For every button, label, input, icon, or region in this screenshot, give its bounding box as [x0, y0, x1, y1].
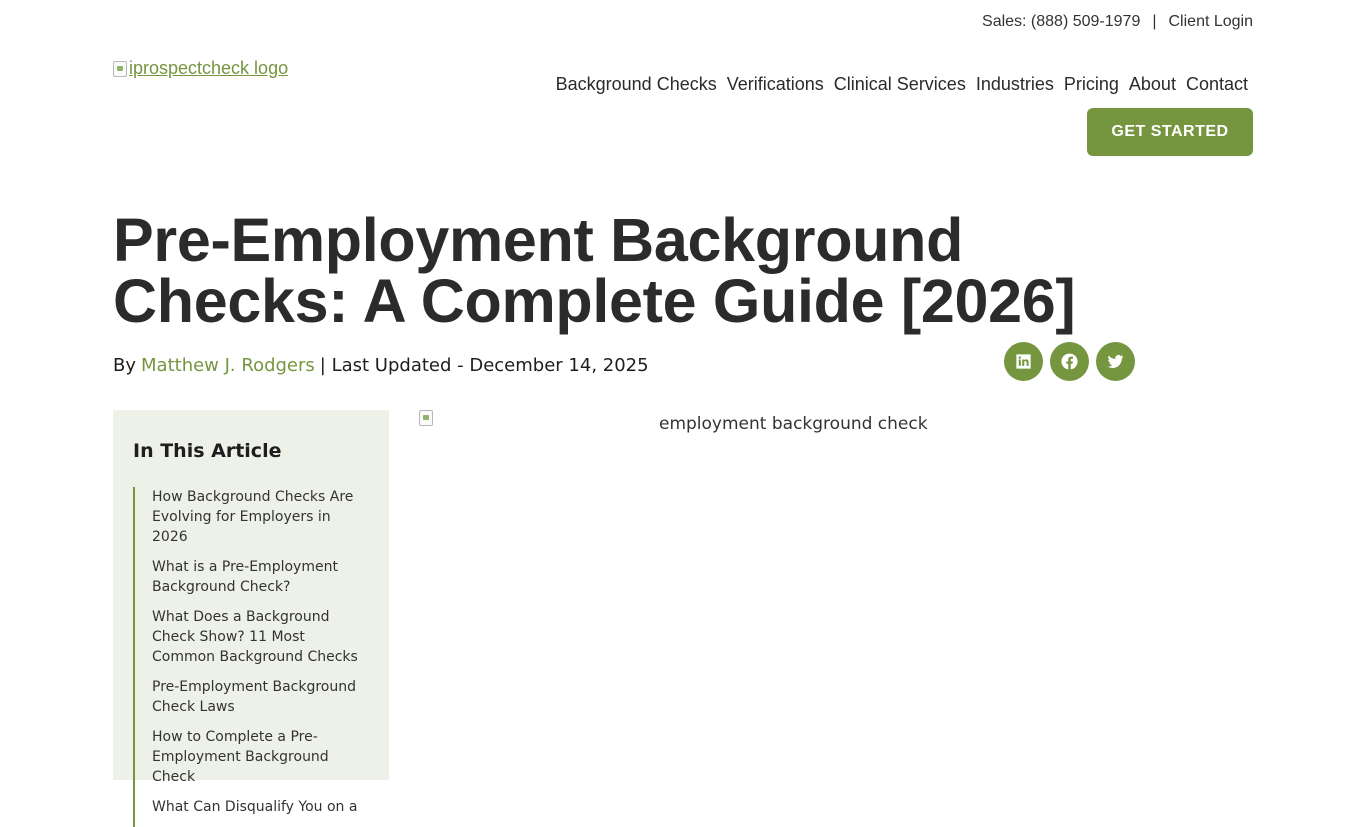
hero-image-alt-text: employment background check: [659, 414, 928, 434]
get-started-button[interactable]: GET STARTED: [1087, 108, 1253, 156]
site-logo[interactable]: [113, 58, 288, 79]
facebook-share-button[interactable]: [1050, 342, 1089, 381]
main-nav: [556, 74, 1248, 95]
nav-item-contact[interactable]: Contact: [1185, 74, 1248, 94]
utility-separator: |: [1152, 13, 1157, 30]
linkedin-icon: [1014, 352, 1033, 371]
nav-item-about[interactable]: About: [1128, 74, 1176, 94]
nav-item-background-checks[interactable]: Background Checks: [555, 74, 717, 94]
toc-list: [133, 487, 369, 827]
sales-phone-link[interactable]: Sales: (888) 509-1979: [982, 13, 1141, 30]
article-byline: [113, 355, 649, 376]
toc-item[interactable]: What Does a Background Check Show? 11 Most Common Background Checks: [152, 609, 358, 665]
toc-item[interactable]: How Background Checks Are Evolving for Employers in 2026: [152, 489, 354, 545]
toc-item[interactable]: How to Complete a Pre-Employment Background Check: [152, 729, 329, 785]
toc-heading: In This Article: [133, 440, 282, 462]
logo-alt-text: iprospectcheck logo: [129, 58, 289, 78]
toc-item[interactable]: What Can Disqualify You on a: [152, 799, 358, 815]
nav-item-clinical-services[interactable]: Clinical Services: [833, 74, 966, 94]
author-link[interactable]: Matthew J. Rodgers: [141, 355, 315, 376]
page-title: Pre-Employment Background Checks: A Complete Guide [2026]: [113, 206, 1076, 335]
nav-item-pricing[interactable]: Pricing: [1063, 74, 1119, 94]
broken-image-icon: [419, 410, 433, 426]
nav-item-industries[interactable]: Industries: [975, 74, 1054, 94]
twitter-share-button[interactable]: [1096, 342, 1135, 381]
linkedin-share-button[interactable]: [1004, 342, 1043, 381]
nav-item-verifications[interactable]: Verifications: [726, 74, 824, 94]
twitter-icon: [1106, 352, 1125, 371]
client-login-link[interactable]: Client Login: [1168, 13, 1253, 30]
broken-image-icon: [113, 61, 127, 77]
social-share: [1004, 342, 1135, 381]
toc-item[interactable]: Pre-Employment Background Check Laws: [152, 679, 357, 715]
hero-image: [419, 410, 928, 434]
facebook-icon: [1060, 352, 1079, 371]
utility-bar: [982, 12, 1253, 32]
toc-item[interactable]: What is a Pre-Employment Background Check?: [152, 559, 338, 595]
last-updated: | Last Updated - December 14, 2025: [319, 355, 649, 376]
byline-prefix: By: [113, 355, 137, 376]
table-of-contents: [113, 410, 389, 815]
